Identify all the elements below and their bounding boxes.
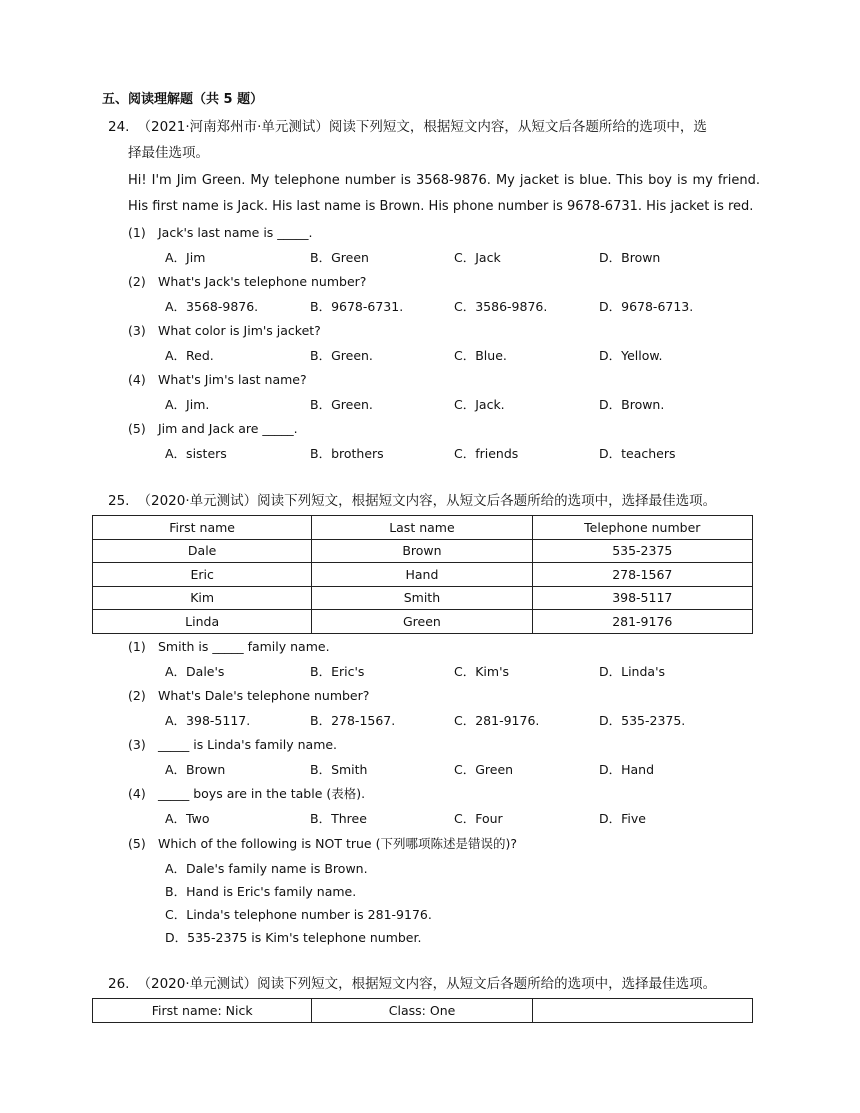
table-cell: Hand: [312, 563, 532, 587]
subquestion-number: (3): [128, 323, 146, 338]
table-row: [93, 586, 753, 610]
question-26-heading: [108, 972, 760, 997]
option-c: C．Blue.: [454, 348, 507, 363]
subquestion: [128, 272, 366, 292]
subquestion-text: What's Jack's telephone number?: [158, 274, 367, 289]
subquestion: [128, 223, 313, 243]
table-cell: First name: Nick: [93, 999, 312, 1023]
subquestion-text: What's Dale's telephone number?: [158, 688, 370, 703]
subquestion-text: Which of the following is NOT true (下列哪项陈述是错误的)?: [158, 836, 517, 851]
option-d: D．Yellow.: [599, 348, 663, 363]
option-b: B．Three: [310, 811, 367, 826]
question-instruction: （2020·单元测试）阅读下列短文，根据短文内容，从短文后各题所给的选项中，选择最佳选项。: [137, 493, 717, 509]
table-cell: Linda: [93, 610, 312, 634]
table-cell: Eric: [93, 563, 312, 587]
subquestion-text: What's Jim's last name?: [158, 372, 307, 387]
subquestion: [128, 735, 337, 755]
table-cell: 278-1567: [532, 563, 752, 587]
option-d: D．Linda's: [599, 664, 666, 679]
question-25-heading: [108, 489, 760, 514]
reading-passage: Hi! I'm Jim Green. My telephone number is 3568-9876. My jacket is blue. This boy is my friend. His first name is Jack. His last name is Brown. His phone number is 9678-6731. His jacket is red.: [128, 173, 760, 214]
table-cell: Green: [312, 610, 532, 634]
option-d: D．Brown: [599, 250, 661, 265]
option-a: A．Brown: [165, 762, 226, 777]
subquestion: [128, 637, 330, 657]
option-c: C．Kim's: [454, 664, 510, 679]
option-b: B．278-1567.: [310, 713, 396, 728]
option-c: C．Four: [454, 811, 503, 826]
question-instruction: （2020·单元测试）阅读下列短文，根据短文内容，从短文后各题所给的选项中，选择最佳选项。: [137, 976, 717, 992]
option-c: C．Green: [454, 762, 514, 777]
option-a: A．Jim: [165, 250, 206, 265]
subquestion-number: (2): [128, 274, 146, 289]
option-b: B．Green.: [310, 348, 373, 363]
subquestion-number: (3): [128, 737, 146, 752]
option-b: B．Green: [310, 250, 369, 265]
question-number: 26.: [108, 976, 130, 992]
table-header-row: [93, 516, 753, 540]
table-cell: Dale: [93, 539, 312, 563]
option-a: A．Jim.: [165, 397, 210, 412]
option-d: D．Hand: [599, 762, 655, 777]
phone-table: [92, 515, 753, 634]
subquestion-text: What color is Jim's jacket?: [158, 323, 321, 338]
subquestion-number: (1): [128, 639, 146, 654]
subquestion-number: (4): [128, 372, 146, 387]
table-row: [93, 610, 753, 634]
table-header-cell: First name: [93, 516, 312, 540]
subquestion-text: Smith is _____ family name.: [158, 639, 330, 654]
option-a: A．Red.: [165, 348, 214, 363]
option-c: C．Jack.: [454, 397, 505, 412]
table-cell: 398-5117: [532, 586, 752, 610]
option-b: B．brothers: [310, 446, 384, 461]
subquestion-text: Jim and Jack are _____.: [158, 421, 298, 436]
option-a: A．Two: [165, 811, 210, 826]
subquestion-text: _____ is Linda's family name.: [158, 737, 338, 752]
option-line: D．535-2375 is Kim's telephone number.: [165, 930, 422, 945]
option-d: D．teachers: [599, 446, 676, 461]
option-b: B．Smith: [310, 762, 368, 777]
subquestion-number: (5): [128, 836, 146, 851]
table-cell: Smith: [312, 586, 532, 610]
option-a: A．3568-9876.: [165, 299, 259, 314]
subquestion-number: (2): [128, 688, 146, 703]
option-line: C．Linda's telephone number is 281-9176.: [165, 907, 432, 922]
option-a: A．398-5117.: [165, 713, 251, 728]
subquestion: [128, 419, 298, 439]
subquestion-text: Jack's last name is _____.: [158, 225, 313, 240]
option-line: B．Hand is Eric's family name.: [165, 884, 357, 899]
subquestion: [128, 370, 307, 390]
option-a: A．sisters: [165, 446, 227, 461]
question-number: 25.: [108, 493, 130, 509]
table-row: [93, 999, 753, 1023]
subquestion-text: _____ boys are in the table (表格).: [158, 786, 366, 801]
table-cell: 535-2375: [532, 539, 752, 563]
table-cell: Class: One: [312, 999, 532, 1023]
subquestion: [128, 784, 365, 804]
option-d: D．Five: [599, 811, 646, 826]
option-b: B．9678-6731.: [310, 299, 404, 314]
option-b: B．Green.: [310, 397, 373, 412]
table-cell: [532, 999, 752, 1023]
table-header-cell: Last name: [312, 516, 532, 540]
table-row: [93, 563, 753, 587]
subquestion: [128, 686, 369, 706]
option-c: C．281-9176.: [454, 713, 540, 728]
option-c: C．3586-9876.: [454, 299, 548, 314]
option-c: C．Jack: [454, 250, 501, 265]
subquestion-number: (1): [128, 225, 146, 240]
subquestion-number: (4): [128, 786, 146, 801]
table-cell: 281-9176: [532, 610, 752, 634]
question-instruction: （2021·河南郑州市·单元测试）阅读下列短文，根据短文内容，从短文后各题所给的选项中，选: [137, 119, 707, 135]
question-24-heading-cont: 择最佳选项。: [128, 145, 209, 161]
table-cell: Kim: [93, 586, 312, 610]
option-d: D．535-2375.: [599, 713, 686, 728]
subquestion: [128, 834, 517, 854]
option-b: B．Eric's: [310, 664, 365, 679]
info-table: [92, 998, 753, 1023]
table-row: [93, 539, 753, 563]
question-24-heading: [108, 115, 760, 140]
option-c: C．friends: [454, 446, 519, 461]
option-d: D．9678-6713.: [599, 299, 694, 314]
option-a: A．Dale's: [165, 664, 225, 679]
table-cell: Brown: [312, 539, 532, 563]
table-header-cell: Telephone number: [532, 516, 752, 540]
option-line: A．Dale's family name is Brown.: [165, 861, 368, 876]
question-number: 24.: [108, 119, 130, 135]
subquestion-number: (5): [128, 421, 146, 436]
section-title: 五、阅读理解题（共 5 题）: [102, 92, 264, 107]
option-d: D．Brown.: [599, 397, 665, 412]
subquestion: [128, 321, 321, 341]
